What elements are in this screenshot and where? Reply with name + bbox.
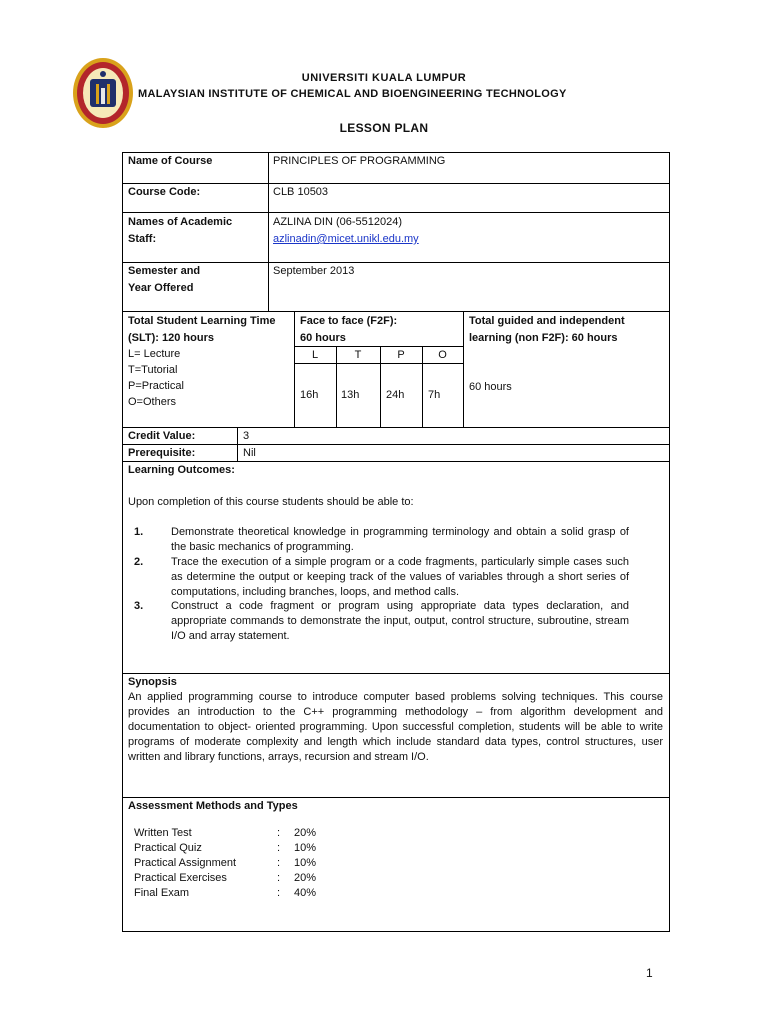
outcome-3-text: Construct a code fragment or program using appropriate data types declaration, and appropriate commands to demonstrate the input, output, control structure, subroutine, stream I/O and array statement. [171,600,629,642]
credit-value: 3 [243,430,250,442]
assessment-item-name: Practical Exercises [134,872,227,884]
outcome-2-number: 2. [134,556,144,568]
col-header-o: O [438,349,447,361]
slt-total-line2: (SLT): 120 hours [128,332,214,344]
hours-lecture: 16h [300,389,319,401]
prerequisite-label: Prerequisite: [128,447,196,459]
outcome-1-text: Demonstrate theoretical knowledge in programming terminology and obtain a solid grasp of the basic mechanics of programming. [171,526,629,553]
outcomes-heading: Learning Outcomes: [128,464,235,476]
nonf2f-label-line1: Total guided and independent [469,315,625,327]
hours-tutorial: 13h [341,389,360,401]
semester-value: September 2013 [273,265,355,277]
page-number: 1 [646,966,653,980]
assessment-item-sep: : [277,887,281,899]
f2f-label-line2: 60 hours [300,332,346,344]
col-header-t: T [354,349,362,361]
semester-label-line1: Semester and [128,265,201,277]
slt-total-line1: Total Student Learning Time [128,315,276,327]
outcome-1-number: 1. [134,526,144,538]
assessment-item-name: Final Exam [134,887,190,899]
legend-lecture: L= Lecture [128,348,181,360]
col-header-l: L [311,349,319,361]
assessment-item-sep: : [277,857,281,869]
assessment-item-sep: : [277,872,281,884]
institute-name: MALAYSIAN INSTITUTE OF CHEMICAL AND BIOENGINEERING TECHNOLOGY [138,88,567,100]
col-header-p: P [397,349,405,361]
assessment-item-name: Practical Quiz [134,842,202,854]
staff-email-link[interactable]: azlinadin@micet.unikl.edu.my [273,233,419,245]
semester-label-line2: Year Offered [128,282,194,294]
assessment-item-pct: 20% [294,827,317,839]
assessment-item-name: Written Test [134,827,192,839]
assessment-heading: Assessment Methods and Types [128,800,298,812]
assessment-item-pct: 40% [294,887,317,899]
university-logo [72,57,134,129]
credit-label: Credit Value: [128,430,196,442]
hours-practical: 24h [386,389,405,401]
outcome-3-number: 3. [134,600,144,612]
staff-name: AZLINA DIN (06-5512024) [273,216,403,228]
prerequisite-value: Nil [243,447,256,459]
assessment-item-name: Practical Assignment [134,857,237,869]
assessment-item-sep: : [277,842,281,854]
synopsis-heading: Synopsis [128,676,177,688]
university-name: UNIVERSITI KUALA LUMPUR [301,72,467,84]
hours-others: 7h [428,389,441,401]
course-name-label: Name of Course [128,155,213,167]
outcomes-intro: Upon completion of this course students should be able to: [128,496,414,508]
synopsis-text: An applied programming course to introduce computer based problems solving techniques. This course provides an introduction to the C++ programming methodology – from algorithm development and documentation to object- oriented programming. Upon successful completion, students will be able to write programs of moderate complexity and length which include standard data types, control structures, user written and library functions, arrays, recursion and stream I/O. [128,691,663,763]
assessment-item-sep: : [277,827,281,839]
course-code-value: CLB 10503 [273,186,329,198]
course-name-value: PRINCIPLES OF PROGRAMMING [273,155,446,167]
f2f-label-line1: Face to face (F2F): [300,315,398,327]
outcome-2-text: Trace the execution of a simple program or a code fragments, particularly simple cases such as determine the output or keeping track of the values of variables through a short series of computations, including branches, loops, and method calls. [171,556,629,598]
assessment-item-pct: 10% [294,842,317,854]
course-code-label: Course Code: [128,186,201,198]
legend-others: O=Others [128,396,176,408]
nonf2f-label-line2: learning (non F2F): 60 hours [469,332,618,344]
document-title: LESSON PLAN [339,121,429,135]
staff-label-line2: Staff: [128,233,157,245]
legend-tutorial: T=Tutorial [128,364,178,376]
assessment-item-pct: 10% [294,857,317,869]
assessment-item-pct: 20% [294,872,317,884]
nonf2f-hours: 60 hours [469,381,512,393]
legend-practical: P=Practical [128,380,184,392]
staff-label-line1: Names of Academic [128,216,233,228]
